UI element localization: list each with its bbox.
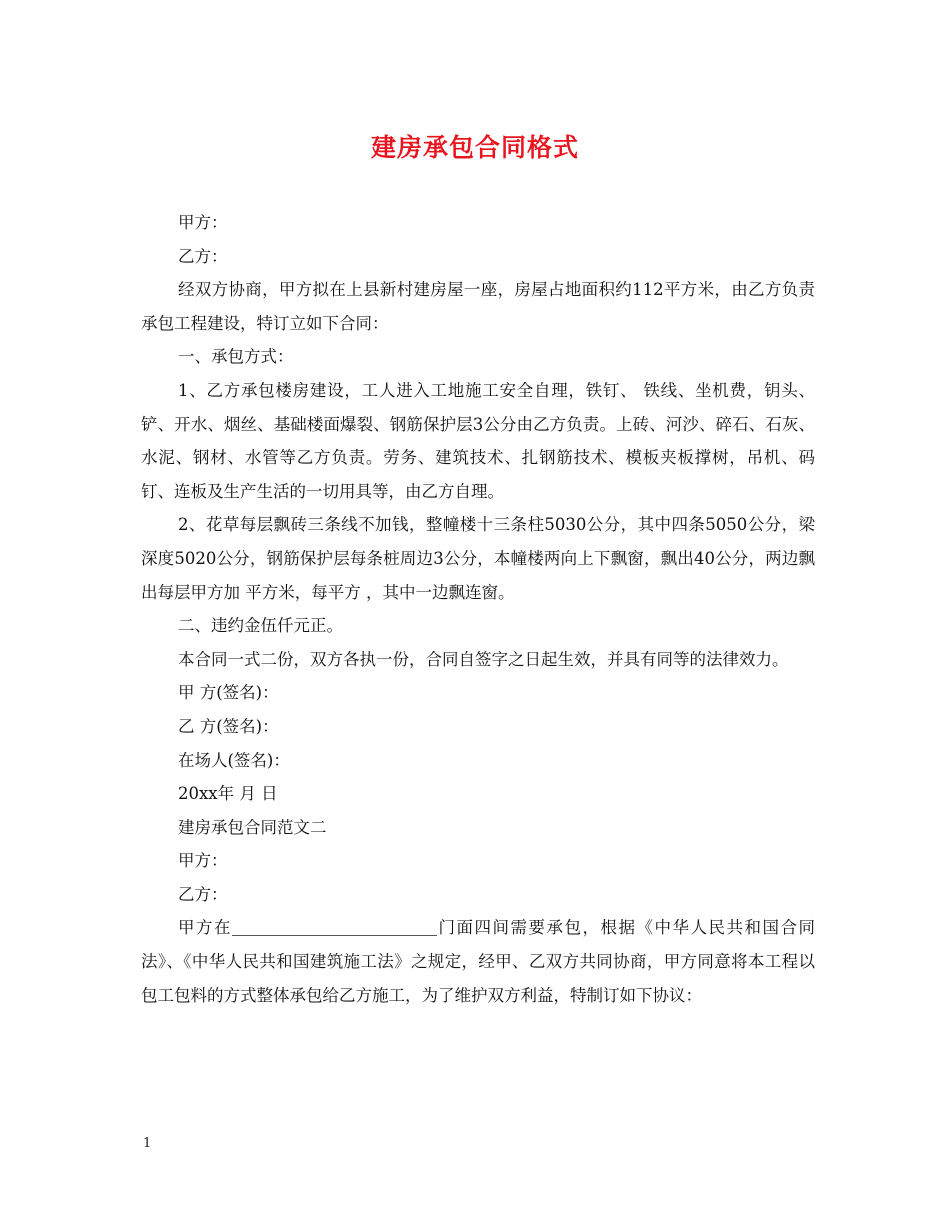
page-number: 1 [143, 1136, 152, 1151]
signature-party-a: 甲 方(签名)： [178, 683, 279, 703]
paragraph-party-b: 乙方： [178, 246, 228, 266]
document-title: 建房承包合同格式 [370, 133, 579, 162]
agreement-intro-after-blank: 门面四间需要承包，根据《中华人民共和国合同法》、《中华人民共和国建筑施工法》之规定，经甲、乙双方共同协商，甲方同意将本工程以包工包料的方式整体承包给乙方施工，为了维护双方利益，特制订如下协议： [141, 918, 815, 1005]
fill-in-blank-line [232, 917, 437, 936]
paragraph-party-b-2: 乙方： [178, 884, 228, 904]
signature-party-b: 乙 方(签名)： [178, 716, 279, 736]
agreement-intro-before-blank: 甲方在 [178, 918, 232, 938]
section-heading-penalty: 二、违约金伍仟元正。 [178, 616, 343, 636]
signature-date: 20xx年 月 日 [178, 784, 278, 804]
paragraph-clause-2: 2、花草每层飘砖三条线不加钱，整幢楼十三条柱5030公分，其中四条5050公分，梁深度5020公分，钢筋保护层每条桩周边3公分，本幢楼两向上下飘窗，飘出40公分，两边飘出每层甲方加 平方米，每平方 ，其中一边飘连窗。 [141, 515, 815, 602]
document-body [141, 206, 815, 1012]
paragraph-effectiveness: 本合同一式二份，双方各执一份，合同自签字之日起生效，并具有同等的法律效力。 [178, 649, 789, 669]
paragraph-party-a: 甲方： [178, 213, 228, 232]
paragraph-party-a-2: 甲方： [178, 851, 228, 871]
paragraph-intro: 经双方协商，甲方拟在上县新村建房屋一座，房屋占地面积约112平方米，由乙方负责承包工程建设，特订立如下合同： [141, 280, 815, 333]
paragraph-agreement-intro [141, 911, 815, 1012]
paragraph-clause-1: 1、乙方承包楼房建设，工人进入工地施工安全自理，铁钉、 铁线、坐机费，钥头、铲、开水、烟丝、基础楼面爆裂、钢筋保护层3公分由乙方负责。上砖、河沙、碎石、石灰、水泥、钢材、水管等乙方负责。劳务、建筑技术、扎钢筋技术、模板夹板撑树，吊机、码钉、连板及生产生活的一切用具等，由乙方自理。 [141, 380, 815, 501]
section-heading-sample-two: 建房承包合同范文二 [178, 817, 327, 837]
section-heading-contract-method: 一、承包方式： [178, 347, 294, 367]
signature-witness: 在场人(签名)： [178, 750, 290, 770]
